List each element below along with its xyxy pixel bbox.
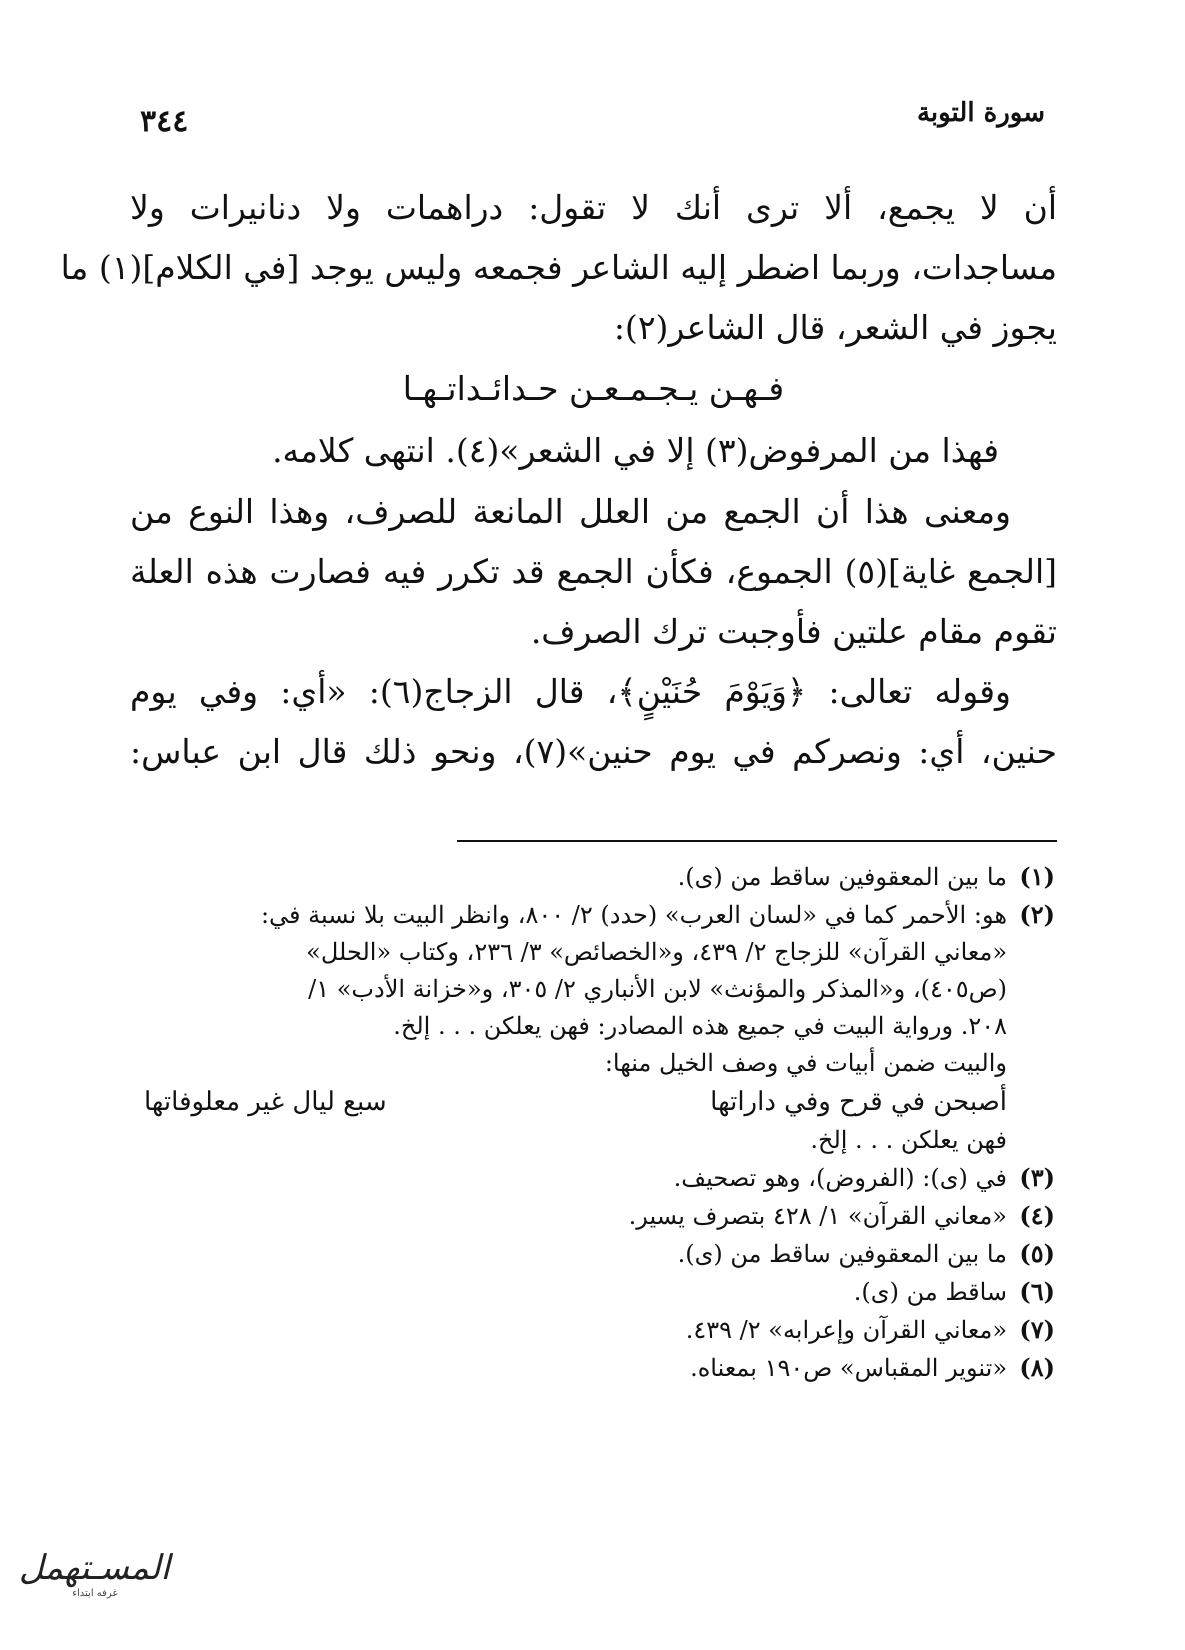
footnote-continuation: والبيت ضمن أبيات في وصف الخيل منها:	[604, 1049, 1007, 1077]
footnote-number: (٨)	[1019, 1353, 1055, 1382]
footnote-text: ما بين المعقوفين ساقط من (ى).	[677, 1240, 1007, 1268]
text-line: ومعنى هذا أن الجمع من العلل المانعة للصرف، وهذا النوع من	[130, 492, 1011, 531]
watermark-calligraphy: المسـتهمل	[18, 1548, 170, 1588]
text-line: [الجمع غاية](٥) الجموع، فكأن الجمع قد تكرر فيه فصارت هذه العلة	[130, 552, 1058, 591]
footnote-number: (٣)	[1019, 1163, 1055, 1192]
text-line: أن لا يجمع، ألا ترى أنك لا تقول: دراهمات ولا دنانيرات ولا	[130, 188, 1057, 227]
footnote-text: هو: الأحمر كما في «لسان العرب» (حدد) ٢/ ٨٠٠، وانظر البيت بلا نسبة في:	[260, 901, 1007, 929]
poetry-verse: فـهـن يـجـمـعـن حـدائـداتـهـا	[402, 369, 785, 408]
text-line: وقوله تعالى: ﴿وَيَوْمَ حُنَيْنٍ﴾، قال الزجاج(٦): «أي: وفي يوم	[130, 672, 1011, 711]
main-text	[60, 178, 1058, 782]
footnote	[140, 1235, 1055, 1273]
footnote-text: «تنوير المقباس» ص١٩٠ بمعناه.	[690, 1354, 1007, 1382]
footnote	[140, 1197, 1055, 1235]
footnote	[140, 858, 1055, 896]
footnote-text: ما بين المعقوفين ساقط من (ى).	[677, 863, 1007, 891]
page-header	[140, 98, 1045, 148]
footnote	[140, 1311, 1055, 1349]
poem-hemistich-first: أصبحن في قرح وفي داراتها	[710, 1087, 1007, 1117]
poem-hemistich-second: سبع ليال غير معلوفاتها	[144, 1087, 387, 1117]
footnote-divider	[457, 840, 1057, 842]
text-line: حنين، أي: ونصركم في يوم حنين»(٧)، ونحو ذلك قال ابن عباس:	[130, 732, 1057, 771]
watermark-caption: غرفه ابتداء	[72, 1588, 118, 1599]
footnote-number: (٢)	[1019, 900, 1055, 929]
footnote-text: ساقط من (ى).	[853, 1278, 1007, 1306]
footnote	[140, 1273, 1055, 1311]
footnote-number: (٥)	[1019, 1239, 1055, 1268]
running-title: سورة التوبة	[916, 98, 1045, 128]
footnote-continuation: (ص٤٠٥)، و«المذكر والمؤنث» لابن الأنباري ٢/ ٣٠٥، و«خزانة الأدب» ١/	[308, 975, 1007, 1003]
footnote-text: «معاني القرآن وإعرابه» ٢/ ٤٣٩.	[685, 1316, 1007, 1344]
footnote-text: في (ى): (الفروض)، وهو تصحيف.	[673, 1164, 1007, 1192]
footnote	[140, 1349, 1055, 1387]
footnote-poem	[140, 1082, 1055, 1122]
footnote	[140, 1159, 1055, 1197]
text-line: يجوز في الشعر، قال الشاعر(٢):	[613, 308, 1057, 347]
footnote-continuation: «معاني القرآن» للزجاج ٢/ ٤٣٩، و«الخصائص» ٣/ ٢٣٦، وكتاب «الحلل»	[306, 938, 1007, 966]
watermark-logo	[20, 1548, 170, 1608]
text-line: فهذا من المرفوض(٣) إلا في الشعر»(٤). انتهى كلامه.	[272, 431, 999, 470]
footnote-number: (٧)	[1019, 1315, 1055, 1344]
footnotes	[140, 858, 1055, 1387]
footnote-number: (١)	[1019, 862, 1055, 891]
footnote-number: (٤)	[1019, 1201, 1055, 1230]
text-line: تقوم مقام علتين فأوجبت ترك الصرف.	[530, 612, 1057, 651]
footnote-continuation: فهن يعلكن . . . إلخ.	[810, 1126, 1007, 1154]
page-number: ٣٤٤	[140, 104, 189, 139]
footnote-text: «معاني القرآن» ١/ ٤٢٨ بتصرف يسير.	[628, 1202, 1007, 1230]
footnote	[140, 896, 1055, 934]
footnote-continuation: ٢٠٨. ورواية البيت في جميع هذه المصادر: فهن يعلكن . . . إلخ.	[393, 1012, 1007, 1040]
footnote-number: (٦)	[1019, 1277, 1055, 1306]
text-line: مساجدات، وربما اضطر إليه الشاعر فجمعه وليس يوجد [في الكلام](١) ما	[60, 248, 1057, 287]
